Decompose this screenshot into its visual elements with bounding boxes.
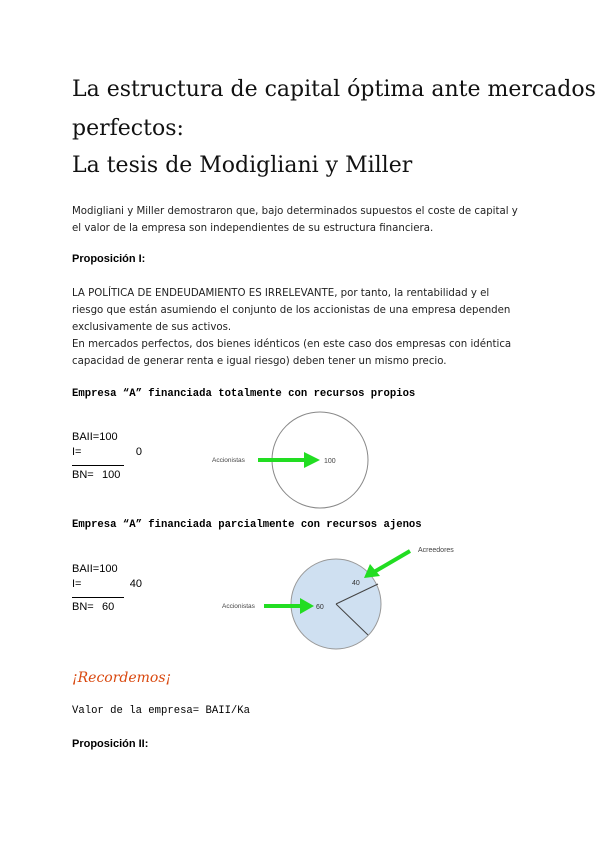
case-a-circle-value: 100 xyxy=(324,458,336,465)
case-a-i-label: I= xyxy=(72,446,82,458)
case-a-diagram xyxy=(200,408,400,518)
case-a-arrow-label: Accionistas xyxy=(212,457,245,464)
prop1-line-5: capacidad de generar renta e igual riesgo) deben tener un mismo precio. xyxy=(72,356,447,367)
intro-line-2: el valor de la empresa son independientes de su estructura financiera. xyxy=(72,223,434,234)
reminder-label: ¡Recordemos¡ xyxy=(72,670,172,686)
case-b-bn-value: 60 xyxy=(102,601,115,613)
creditors-label: Acreedores xyxy=(418,547,454,554)
case-a-bn-label: BN= xyxy=(72,469,94,481)
intro-line-1: Modigliani y Miller demostraron que, bajo determinados supuestos el coste de capital y xyxy=(72,206,518,217)
case-b-i-value: 40 xyxy=(129,578,142,590)
case-b-i-label: I= xyxy=(72,578,82,590)
proposition-1-heading: Proposición I: xyxy=(72,253,146,265)
case-b-bn-label: BN= xyxy=(72,601,94,613)
case-b-baii: BAII=100 xyxy=(72,563,118,575)
case-b-diagram xyxy=(200,538,470,668)
case-a-baii: BAII=100 xyxy=(72,431,118,443)
case-b-calculation xyxy=(72,562,142,615)
prop1-line-4: En mercados perfectos, dos bienes idénticos (en este caso dos empresas con idéntica xyxy=(72,339,512,350)
creditors-slice-value: 40 xyxy=(352,580,360,587)
case-a-i-value: 0 xyxy=(135,446,142,458)
title-line-3: La tesis de Modigliani y Miller xyxy=(72,153,413,178)
creditors-arrow-shaft xyxy=(374,551,410,572)
case-a-arrow-head xyxy=(304,452,320,468)
prop1-line-2: riesgo que están asumiendo el conjunto de los accionistas de una empresa dependen xyxy=(72,305,511,316)
case-a-divider xyxy=(72,465,124,466)
case-a-heading: Empresa “A” financiada totalmente con recursos propios xyxy=(72,388,416,400)
title-line-1: La estructura de capital óptima ante mercados xyxy=(72,77,596,102)
case-a-calculation xyxy=(72,430,142,483)
firm-value-formula: Valor de la empresa= BAII/Ka xyxy=(72,705,251,717)
case-b-divider xyxy=(72,597,124,598)
case-a-bn-value: 100 xyxy=(102,469,121,481)
title-line-2: perfectos: xyxy=(72,116,184,141)
shareholders-slice-value: 60 xyxy=(316,604,324,611)
proposition-2-heading: Proposición II: xyxy=(72,738,149,750)
prop1-line-3: exclusivamente de sus activos. xyxy=(72,322,232,333)
case-b-heading: Empresa “A” financiada parcialmente con recursos ajenos xyxy=(72,519,422,531)
shareholders-label: Accionistas xyxy=(222,603,255,610)
prop1-line-1: LA POLÍTICA DE ENDEUDAMIENTO ES IRRELEVANTE, por tanto, la rentabilidad y el xyxy=(72,288,490,299)
